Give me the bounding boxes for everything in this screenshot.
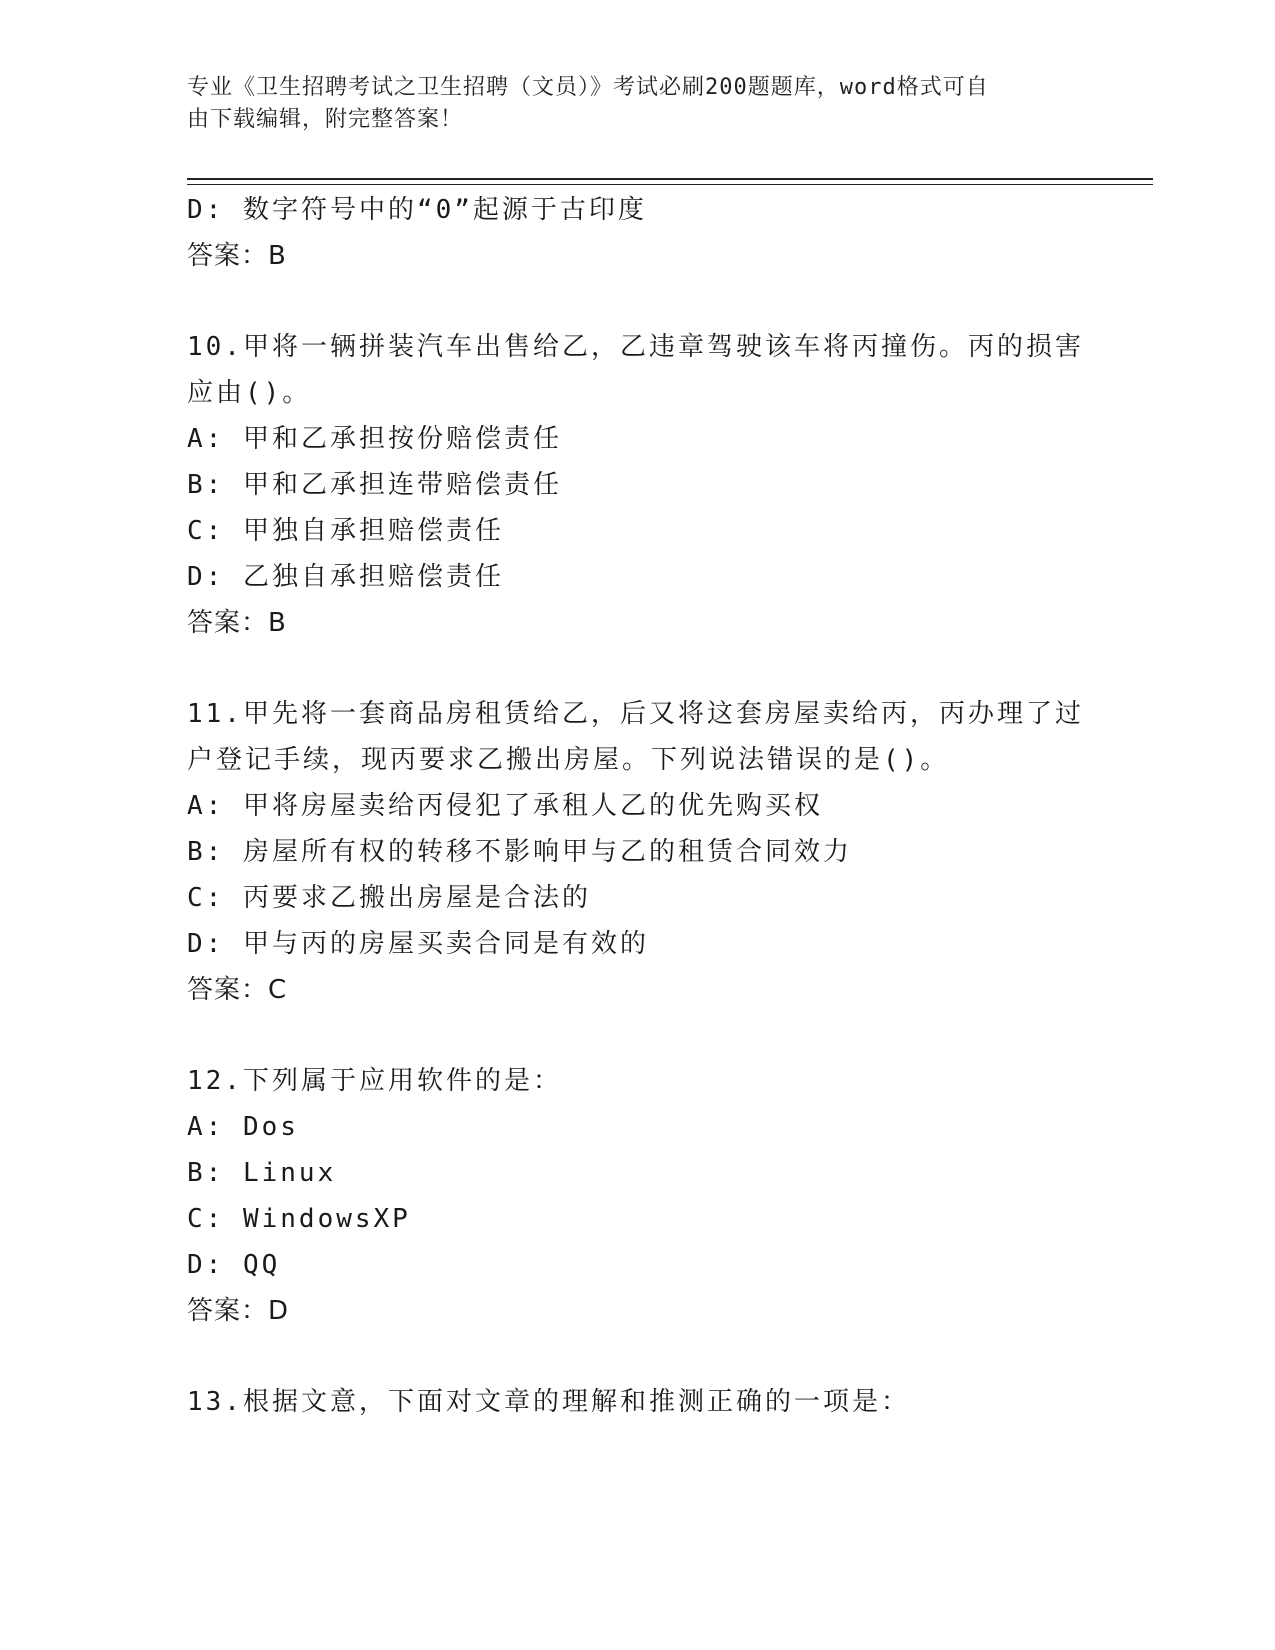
answer-line: 答案：C [187,975,288,1005]
document-header [187,72,1067,136]
header-divider-thin [187,184,1153,185]
header-divider-thick [187,178,1153,180]
answer-line: 答案：D [187,1296,290,1326]
question-12 [187,1058,1087,1334]
question-list [187,187,1087,1425]
option-b: B: Linux [187,1158,337,1188]
question-11 [187,691,1087,1013]
option-c: C: 丙要求乙搬出房屋是合法的 [187,883,591,913]
answer-line: 答案：B [187,241,287,271]
option-d: D: 乙独自承担赔偿责任 [187,562,504,592]
question-10 [187,324,1087,646]
option-c: C: WindowsXP [187,1204,411,1234]
question-stem-line-1: 10.甲将一辆拼装汽车出售给乙，乙违章驾驶该车将丙撞伤。丙的损害 [187,332,1084,362]
header-line-1: 专业《卫生招聘考试之卫生招聘（文员）》考试必刷200题题库，word格式可自 [187,75,989,100]
option-a: A: Dos [187,1112,299,1142]
question-stem-line-1: 11.甲先将一套商品房租赁给乙，后又将这套房屋卖给丙，丙办理了过 [187,699,1084,729]
option-a: A: 甲将房屋卖给丙侵犯了承租人乙的优先购买权 [187,791,823,821]
question-stem-line-2: 户登记手续，现丙要求乙搬出房屋。下列说法错误的是()。 [187,745,950,775]
question-9 [187,187,1087,279]
question-stem-line-2: 应由()。 [187,378,312,408]
option-d: D: 甲与丙的房屋买卖合同是有效的 [187,929,649,959]
question-stem-line-1: 12.下列属于应用软件的是： [187,1066,562,1096]
option-b: B: 甲和乙承担连带赔偿责任 [187,470,562,500]
option-b: B: 房屋所有权的转移不影响甲与乙的租赁合同效力 [187,837,852,867]
answer-line: 答案：B [187,608,287,638]
header-line-2: 由下载编辑，附完整答案！ [187,107,464,132]
question-13 [187,1379,1087,1425]
option-d: D: 数字符号中的“0”起源于古印度 [187,195,647,225]
option-a: A: 甲和乙承担按份赔偿责任 [187,424,562,454]
option-c: C: 甲独自承担赔偿责任 [187,516,504,546]
question-stem-line-1: 13.根据文意，下面对文章的理解和推测正确的一项是： [187,1387,910,1417]
option-d: D: QQ [187,1250,281,1280]
